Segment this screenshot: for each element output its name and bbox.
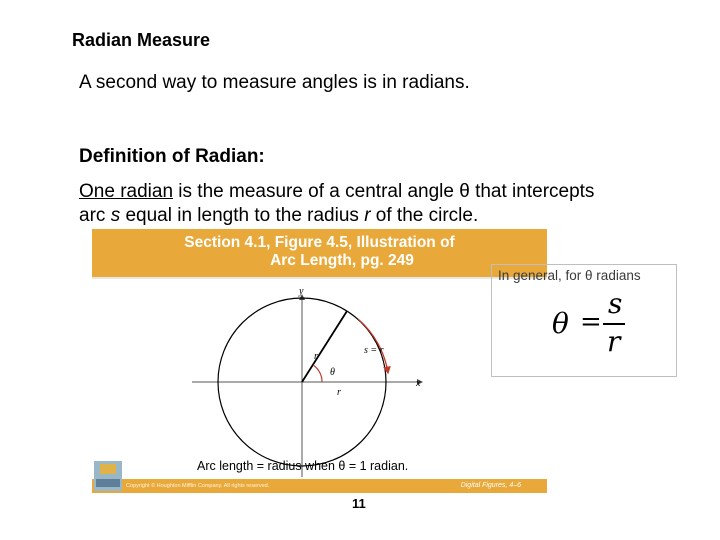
definition-part4: equal in length to the radius bbox=[120, 205, 365, 226]
arc-length-figure bbox=[92, 229, 547, 493]
figure-banner-line1: Section 4.1, Figure 4.5, Illustration of bbox=[184, 234, 455, 251]
definition-heading: Definition of Radian: bbox=[79, 146, 265, 167]
radius-label: r bbox=[314, 351, 318, 362]
figure-banner-line2: Arc Length, pg. 249 bbox=[270, 252, 414, 269]
definition-theta: θ bbox=[459, 181, 470, 202]
circle-diagram bbox=[92, 277, 547, 479]
formula-numerator: s bbox=[608, 287, 623, 320]
figure-badge: Digital Figures, 4–6 bbox=[460, 482, 521, 489]
figure-caption: Arc length = radius when θ = 1 radian. bbox=[197, 459, 409, 473]
y-axis-label: y bbox=[299, 286, 304, 297]
radian-formula bbox=[552, 287, 642, 360]
formula-theta: θ bbox=[552, 307, 569, 340]
arc-label: s = r bbox=[364, 345, 384, 356]
formula-heading: In general, for θ radians bbox=[498, 268, 641, 283]
angle-label: θ bbox=[330, 367, 335, 378]
figure-copyright: Copyright © Houghton Mifflin Company. All rights reserved. bbox=[126, 483, 270, 489]
definition-r: r bbox=[364, 205, 371, 226]
definition-term: One radian bbox=[79, 181, 174, 202]
definition-text bbox=[79, 180, 594, 228]
x-axis-radius-label: r bbox=[337, 387, 341, 398]
formula-equals: = bbox=[580, 307, 602, 337]
slide-title: Radian Measure bbox=[72, 30, 211, 50]
definition-part1: is the measure of a central angle bbox=[173, 181, 460, 202]
definition-part5: of the circle. bbox=[370, 205, 479, 226]
definition-part3: arc bbox=[79, 205, 111, 226]
formula-denominator: r bbox=[607, 325, 621, 358]
definition-part2: that intercepts bbox=[469, 181, 595, 202]
book-cover-thumbnail bbox=[94, 461, 122, 491]
definition-s: s bbox=[110, 205, 121, 226]
x-axis-label: x bbox=[416, 378, 421, 389]
radius-line bbox=[302, 311, 347, 382]
angle-arc bbox=[313, 365, 322, 382]
figure-banner bbox=[92, 229, 547, 277]
page-number: 11 bbox=[352, 496, 366, 511]
intro-text: A second way to measure angles is in radians. bbox=[79, 72, 470, 93]
